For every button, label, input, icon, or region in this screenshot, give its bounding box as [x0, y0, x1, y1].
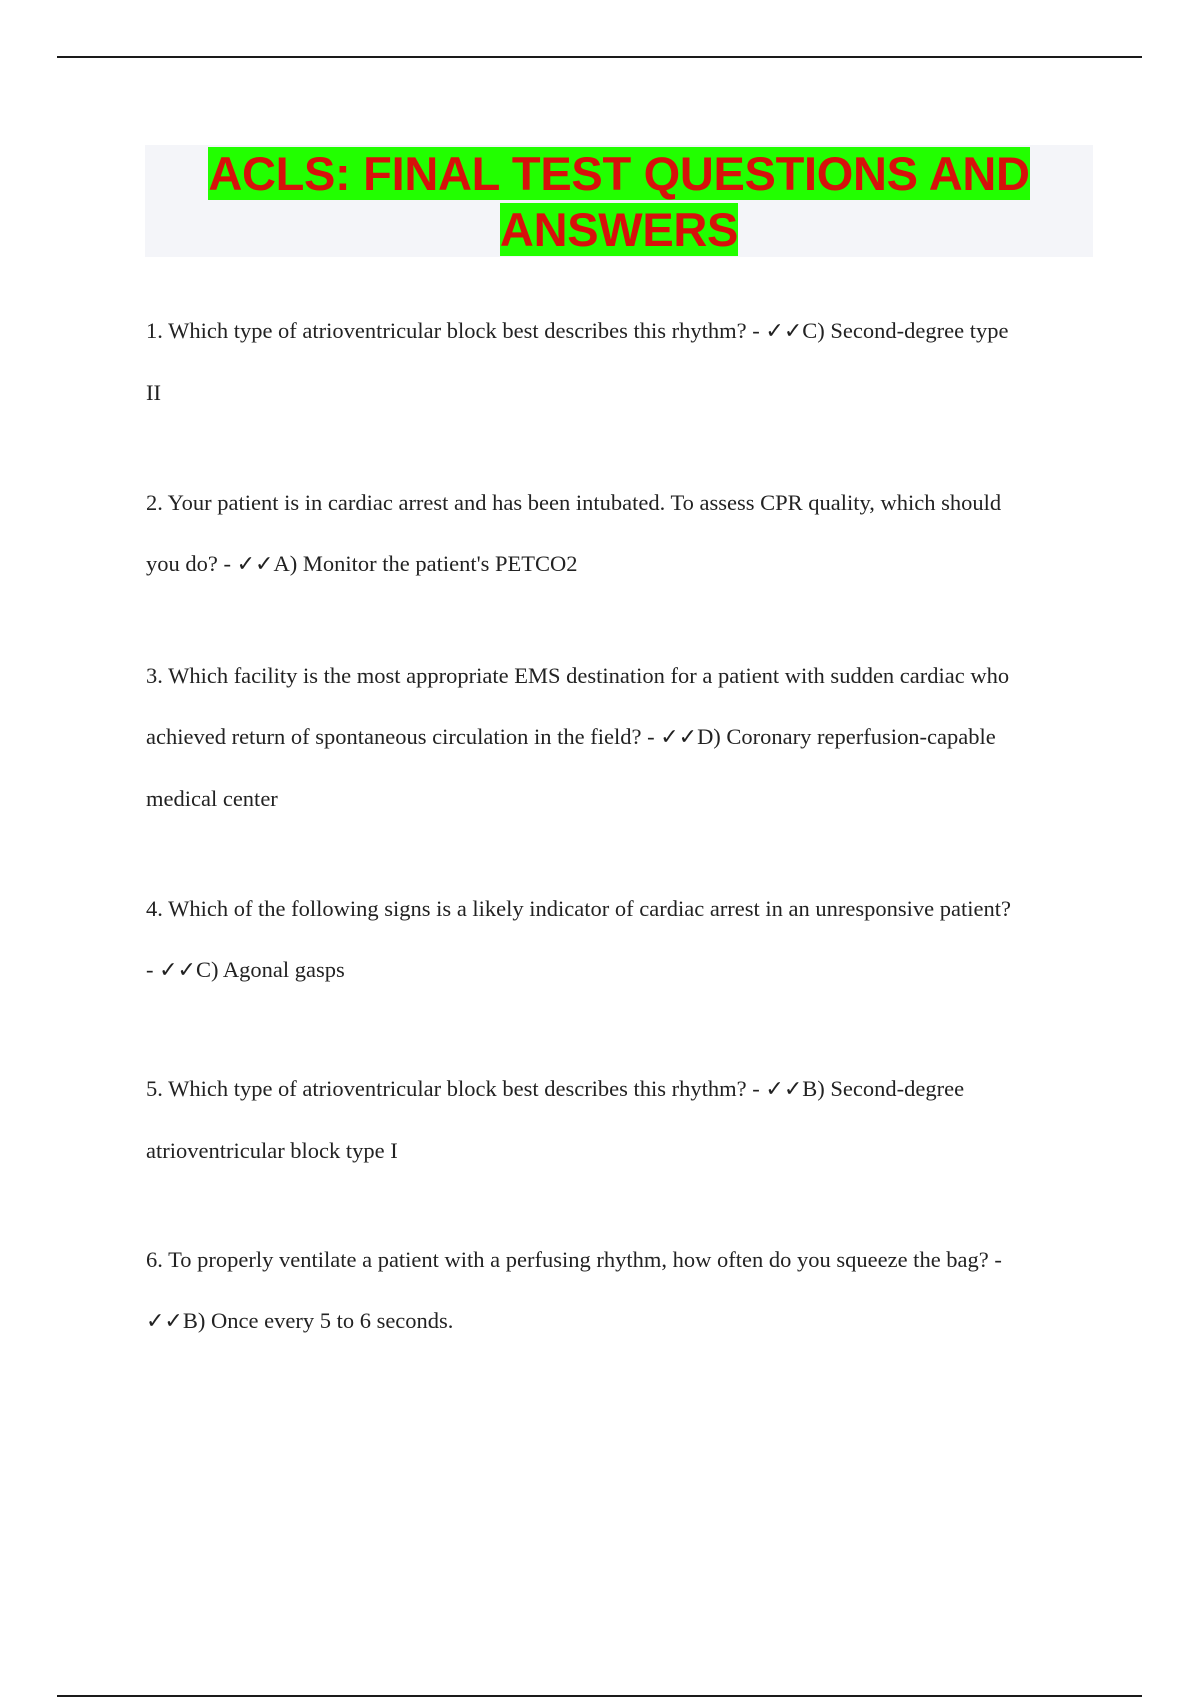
qa-item-3-line-3 [146, 768, 1009, 829]
page-title-part-1: ACLS: FINAL TEST QUESTIONS AND [208, 147, 1030, 200]
qa-item-3 [146, 645, 1009, 829]
question-text: 6. To properly ventilate a patient with a perfusing rhythm, how often do you squeeze the bag? - [146, 1247, 1002, 1272]
title-line-2 [145, 202, 1093, 257]
answer-text-cont: medical center [146, 786, 278, 811]
bottom-rule [57, 1695, 1142, 1697]
question-text-cont: - [146, 957, 160, 982]
question-text-cont: achieved return of spontaneous circulation in the field? - [146, 724, 661, 749]
qa-item-4-line-1 [146, 878, 1011, 939]
double-check-icon: ✓✓ [660, 725, 698, 750]
answer-text: A) Monitor the patient's PETCO2 [273, 551, 578, 576]
qa-item-2-line-1 [146, 472, 1001, 533]
qa-item-1-line-2 [146, 362, 1008, 423]
answer-text: C) Second-degree type [802, 318, 1009, 343]
answer-text-cont: II [146, 380, 161, 405]
question-text: 5. Which type of atrioventricular block best describes this rhythm? - [146, 1076, 766, 1101]
qa-item-5-line-1 [146, 1058, 964, 1120]
qa-item-6 [146, 1229, 1002, 1352]
qa-item-3-line-2 [146, 706, 1009, 768]
title-banner [145, 145, 1093, 257]
qa-item-6-line-1 [146, 1229, 1002, 1290]
double-check-icon: ✓✓ [765, 1077, 803, 1102]
top-rule [57, 56, 1142, 58]
qa-item-2 [146, 472, 1001, 595]
question-text-cont: you do? - [146, 551, 237, 576]
double-check-icon: ✓✓ [146, 1309, 183, 1334]
double-check-icon: ✓✓ [236, 552, 274, 577]
answer-text-cont: atrioventricular block type I [146, 1138, 398, 1163]
qa-item-2-line-2 [146, 533, 1001, 595]
qa-item-4 [146, 878, 1011, 1001]
question-text: 3. Which facility is the most appropriate EMS destination for a patient with sudden cardiac who [146, 663, 1010, 688]
question-text: 2. Your patient is in cardiac arrest and has been intubated. To assess CPR quality, which should [146, 490, 1002, 515]
page-title-part-2: ANSWERS [499, 203, 739, 256]
answer-text: C) Agonal gasps [196, 957, 345, 982]
qa-item-1 [146, 300, 1008, 423]
answer-text: B) Once every 5 to 6 seconds. [182, 1308, 454, 1333]
double-check-icon: ✓✓ [159, 958, 196, 983]
qa-item-4-line-2 [146, 939, 1011, 1001]
answer-text: B) Second-degree [802, 1076, 965, 1101]
answer-text: D) Coronary reperfusion-capable [697, 724, 996, 749]
question-text: 4. Which of the following signs is a likely indicator of cardiac arrest in an unresponsive patient? [146, 896, 1011, 921]
qa-item-6-line-2 [146, 1290, 1002, 1352]
qa-item-3-line-1 [146, 645, 1009, 706]
qa-item-5 [146, 1058, 964, 1181]
title-line-1 [145, 146, 1093, 201]
qa-item-1-line-1 [146, 300, 1008, 362]
qa-item-5-line-2 [146, 1120, 964, 1181]
question-text: 1. Which type of atrioventricular block best describes this rhythm? - [146, 318, 766, 343]
double-check-icon: ✓✓ [765, 319, 803, 344]
